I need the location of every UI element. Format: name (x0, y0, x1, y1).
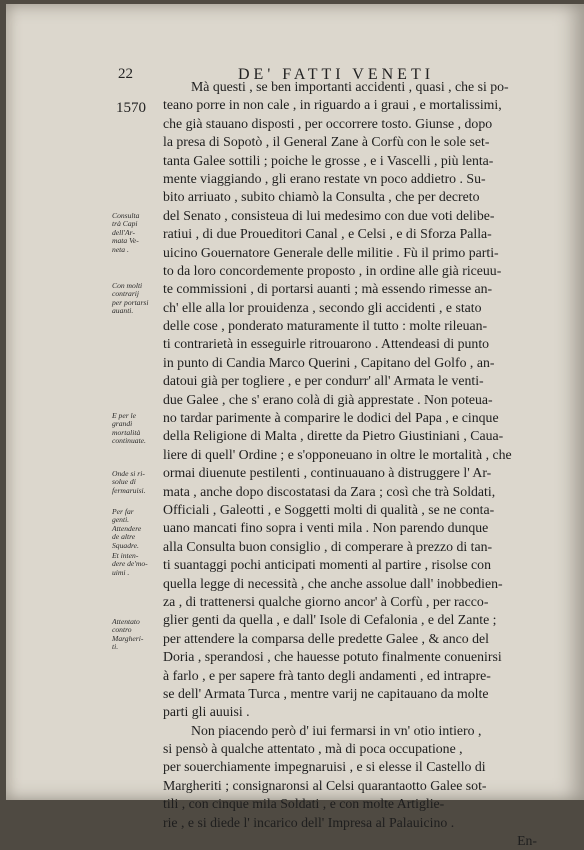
margin-note-line: Onde si ri- (112, 469, 145, 478)
text-line: del Senato , consisteua di lui medesimo con due voti delibe- (163, 207, 495, 223)
text-line: Doria , sperandosi , che hauesse potuto finalmente conuenirsi (163, 649, 502, 665)
margin-note-line: Squadre. (112, 540, 139, 550)
text-line: per attendere la comparsa delle predette Galee , & anco del (163, 630, 489, 646)
text-line: ch' elle alla lor prouidenza , secondo gli accidenti , e stato (163, 299, 482, 315)
margin-note-line: auanti. (112, 306, 134, 316)
margin-note-line: per portarsi (112, 297, 149, 307)
text-line: uicino Gouernatore Generale delle militie . Fù il primo parti- (163, 244, 499, 260)
margin-note-line: contro (112, 625, 132, 635)
margin-year: 1570 (116, 100, 146, 116)
text-line: ti contrarietà in esseguirle ritrouarono . Attendeasi di punto (163, 336, 490, 352)
margin-note-line: grandi (112, 419, 133, 429)
text-line: bito arriuato , subito chiamò la Consulta , che per decreto (163, 189, 480, 205)
text-line: teano porre in non cale , in riguardo a i graui , e mortalissimi, (163, 97, 502, 113)
margin-note-line: Et inten- (112, 551, 139, 560)
margin-note-line: neta . (112, 244, 129, 254)
text-line: à farlo , e per sapere frà tanto degli andamenti , ed intrapre- (163, 667, 491, 683)
margin-note-line: Margheri- (112, 633, 144, 643)
text-line: ti suantaggi pochi anticipati momenti al partire , risolse con (163, 557, 491, 573)
margin-note-line: contrarij (112, 289, 140, 299)
margin-note (112, 618, 162, 652)
margin-note (112, 508, 162, 550)
margin-note (112, 282, 162, 316)
text-line: delle cose , ponderato maturamente il tutto : molte rileuan- (163, 318, 488, 334)
margin-note-line: Attendere (112, 523, 142, 533)
margin-note-line: mata Ve- (112, 236, 139, 246)
text-line: ormai diuenute pestilenti , continuauano à distruggere l' Ar- (163, 465, 492, 481)
margin-note-line: continuate. (112, 436, 146, 446)
text-line: liere di quell' Ordine ; e s'opponeuano in oltre le mortalità , che (163, 446, 512, 462)
text-line: no tardar parimente à comparire le dodici del Papa , e cinque (163, 410, 499, 426)
margin-note (112, 552, 162, 577)
catchword: En- (517, 833, 537, 849)
text-line: mente viaggiando , gli erano restate vn poco addietro . Su- (163, 170, 486, 186)
text-line: quella legge di necessità , che anche assolue dall' inobbedien- (163, 575, 503, 591)
text-line: si pensò à qualche attentato , mà di poca occupatione , (163, 741, 463, 757)
margin-note-line: Consulta (112, 211, 140, 220)
text-line: Non piacendo però d' iui fermarsi in vn' otio intiero , (191, 722, 482, 738)
margin-note-line: genti. (112, 515, 130, 525)
margin-note (112, 212, 162, 254)
text-line: rie , e si diede l' incarico dell' Impresa al Palauicino . (163, 814, 455, 830)
text-line: tili , con cinque mila Soldati , e con molte Artiglie- (163, 796, 445, 812)
margin-note (112, 470, 162, 495)
text-line: glier genti da quella , e dall' Isole di Cefalonia , e del Zante ; (163, 612, 497, 628)
text-line: datoui già per togliere , e per condurr' all' Armata le venti- (163, 373, 484, 389)
text-line: la presa di Sopotò , il General Zane à Corfù con le sole set- (163, 134, 490, 150)
page-number: 22 (118, 66, 133, 82)
text-line: due Galee , che s' erano colà di già apprestate . Non poteua- (163, 391, 493, 407)
margin-note-line: dere de'mo- (112, 559, 148, 569)
margin-note-line: ti. (112, 642, 119, 652)
margin-note-line: dell'Ar- (112, 227, 135, 237)
text-line: te commissioni , di portarsi auanti ; mà essendo rimesse an- (163, 281, 493, 297)
text-line: in punto di Candia Marco Querini , Capitano del Golfo , an- (163, 354, 495, 370)
text-line: per souerchiamente impegnaruisi , e si elesse il Castello di (163, 759, 486, 775)
text-line: se dell' Armata Turca , mentre varij ne capitauano da molte (163, 685, 489, 701)
text-line: Officiali , Galeotti , e Soggetti molti di qualità , se ne conta- (163, 501, 495, 517)
text-line: Mà questi , se ben importanti accidenti , quasi , che si po- (191, 79, 509, 94)
margin-note-line: uimi . (112, 567, 130, 577)
margin-note-line: mortalità (112, 427, 141, 437)
text-line: Margheriti ; consignaronsi al Celsi quarantaotto Galee sot- (163, 777, 487, 793)
running-head: DE' FATTI VENETI (238, 66, 435, 83)
margin-note-line: Per far (112, 507, 134, 516)
text-line: alla Consulta buon consiglio , di comperare à prezzo di tan- (163, 538, 493, 554)
text-line: mata , anche dopo discostatasi da Zara ; così che trà Soldati, (163, 483, 496, 499)
margin-note-line: trà Capi (112, 219, 138, 229)
text-line: della Religione di Malta , dirette da Pietro Giustiniani , Caua- (163, 428, 504, 444)
text-line: za , di trattenersi qualche giorno ancor' à Corfù , per racco- (163, 593, 489, 609)
text-line: ratiui , di due Proueditori Canal , e Celsi , e di Sforza Palla- (163, 226, 492, 242)
text-line: uano mancati fino sopra i venti mila . Non parendo dunque (163, 520, 489, 536)
margin-note-line: de altre (112, 532, 136, 542)
margin-note (112, 412, 162, 446)
body-text (163, 78, 543, 850)
margin-note-line: fermaruisi. (112, 485, 146, 495)
margin-note-line: Con molti (112, 281, 143, 290)
text-line: parti gli auuisi . (163, 704, 250, 720)
margin-note-line: Attentato (112, 617, 140, 626)
text-line: che già stauano disposti , per occorrere tosto. Giunse , dopo (163, 115, 493, 131)
text-line: to da loro concordemente proposto , in ordine alle già riceuu- (163, 262, 502, 278)
margin-note-line: E per le (112, 411, 137, 420)
margin-note-line: solue di (112, 477, 136, 487)
text-line: tanta Galee sottili ; poiche le grosse , e i Vascelli , più lenta- (163, 152, 494, 168)
